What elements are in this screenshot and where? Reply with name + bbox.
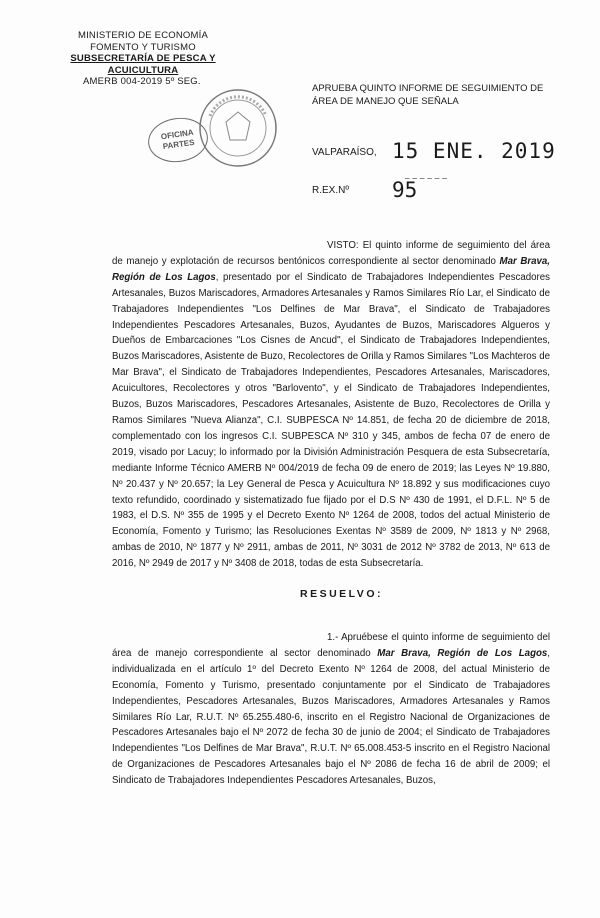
amerb-reference: AMERB 004-2019 5º SEG. <box>83 76 201 87</box>
visto-lead: VISTO: El quinto informe de seguimiento del área de manejo y explotación de recursos bentónicos correspondiente al sector denominado <box>112 240 550 267</box>
ministry-subtitle: FOMENTO Y TURISMO <box>90 41 196 53</box>
stamp-line-1: OFICINA <box>160 127 195 142</box>
point1-lead: 1.- Apruébese el quinto informe de seguimiento del área de manejo correspondiente al sector denominado <box>112 632 550 659</box>
subsecretaria-seal-icon <box>196 86 280 170</box>
visto-paragraph <box>112 238 550 572</box>
ministry-name: MINISTERIO DE ECONOMÍA <box>77 30 209 41</box>
letterhead <box>38 30 248 88</box>
visto-body: , presentado por el Sindicato de Trabajadores Independientes Pescadores Artesanales, Buzos Mariscadores, Armadores Artesanales y Ramos Similares Río Lar, el Sindicato de Trabajadores Independientes "Los Delfines de Mar Brava", el Sindicato de Trabajadores Independientes Pescadores Artesanales, Buzos, Ayudantes de Buzos, Mariscadores Algueros y Dueños de Embarcaciones "Los Cisnes de Ancud", el Sindicato de Trabajadores Independientes, Buzos Mariscadores, Asistente de Buzo, Recolectores de Orilla y Ramos Similares "Los Machteros de Mar Brava", el Sindicato de Trabajadores Independientes, Pescadores Artesanales, Mariscadores, Acuicultores, Recolectores y otros "Barlovento", y el Sindicato de Trabajadores Independientes, Buzos, Buzos Mariscadores, Pescadores Artesanales, Asistente de Buzo, Recolectores de Orilla y Ramos Similares "Nueva Alianza", C.I. SUBPESCA Nº 14.851, de fecha 20 de diciembre de 2018, complementado con los ingresos C.I. SUBPESCA Nº 310 y 345, ambos de fecha 07 de enero de 2019, visado por Lacuy; lo informado por la División Administración Pesquera de esta Subsecretaría, mediante Informe Técnico AMERB Nº 004/2019 de fecha 09 de enero de 2019; las Leyes Nº 19.880, Nº 20.437 y Nº 20.657; la Ley General de Pesca y Acuicultura Nº 18.892 y sus modificaciones cuyo texto refundido, coordinado y sistematizado fue fijado por el D.S Nº 430 de 1991, el D.F.L. Nº 5 de 1983, el D.S. Nº 355 de 1995 y el Decreto Exento Nº 1264 de 2008, todos del actual Ministerio de Economía, Fomento y Turismo; las Resoluciones Exentas Nº 3589 de 2009, Nº 1813 y Nº 2968, ambas de 2010, Nº 1877 y Nº 2911, ambas de 2011, Nº 3031 de 2012 Nº 3782 de 2013, Nº 613 de 2016, Nº 2949 de 2017 y Nº 3408 de 2018, todas de esta Subsecretaría. <box>112 271 550 570</box>
visto-sector: Mar Brava, Región de Los Lagos <box>112 255 550 283</box>
resolution-subject: APRUEBA QUINTO INFORME DE SEGUIMIENTO DE ÁREA DE MANEJO QUE SEÑALA <box>312 83 544 107</box>
subsecretaria-name: SUBSECRETARÍA DE PESCA Y ACUICULTURA <box>70 53 216 76</box>
point1-sector: Mar Brava, Región de Los Lagos <box>377 647 548 659</box>
rex-underline: ______ <box>405 170 450 179</box>
stamp-line-2: PARTES <box>162 137 196 152</box>
point1-body: , individualizada en el artículo 1º del Decreto Exento Nº 1264 de 2008, del actual Ministerio de Economía, Fomento y Turismo, presentado conjuntamente por el Sindicato de Trabajadores Independientes, Pescadores Artesanales, Buzos Mariscadores, Armadores Artesanales y Ramos Similares Río Lar, R.U.T. Nº 65.255.480-6, inscrito en el Registro Nacional de Organizaciones de Pescadores Artesanales bajo el Nº 2072 de fecha 30 de junio de 2004; el Sindicato de Trabajadores Independientes "Los Delfines de Mar Brava", R.U.T. Nº 65.008.453-5 inscrito en el Registro Nacional de Organizaciones de Pescadores Artesanales bajo el Nº 2086 de fecha 16 de abril de 2009; el Sindicato de Trabajadores Independientes Pescadores Artesanales, Buzos, <box>112 647 550 787</box>
resuelvo-heading: RESUELVO: <box>300 588 383 600</box>
dateline-date: 15 ENE. 2019 <box>392 139 556 163</box>
dateline-place: VALPARAÍSO, <box>312 147 377 158</box>
resolution-point-1 <box>112 630 550 789</box>
rex-number: 95 <box>392 178 418 202</box>
rex-label: R.EX.Nº <box>312 185 349 196</box>
